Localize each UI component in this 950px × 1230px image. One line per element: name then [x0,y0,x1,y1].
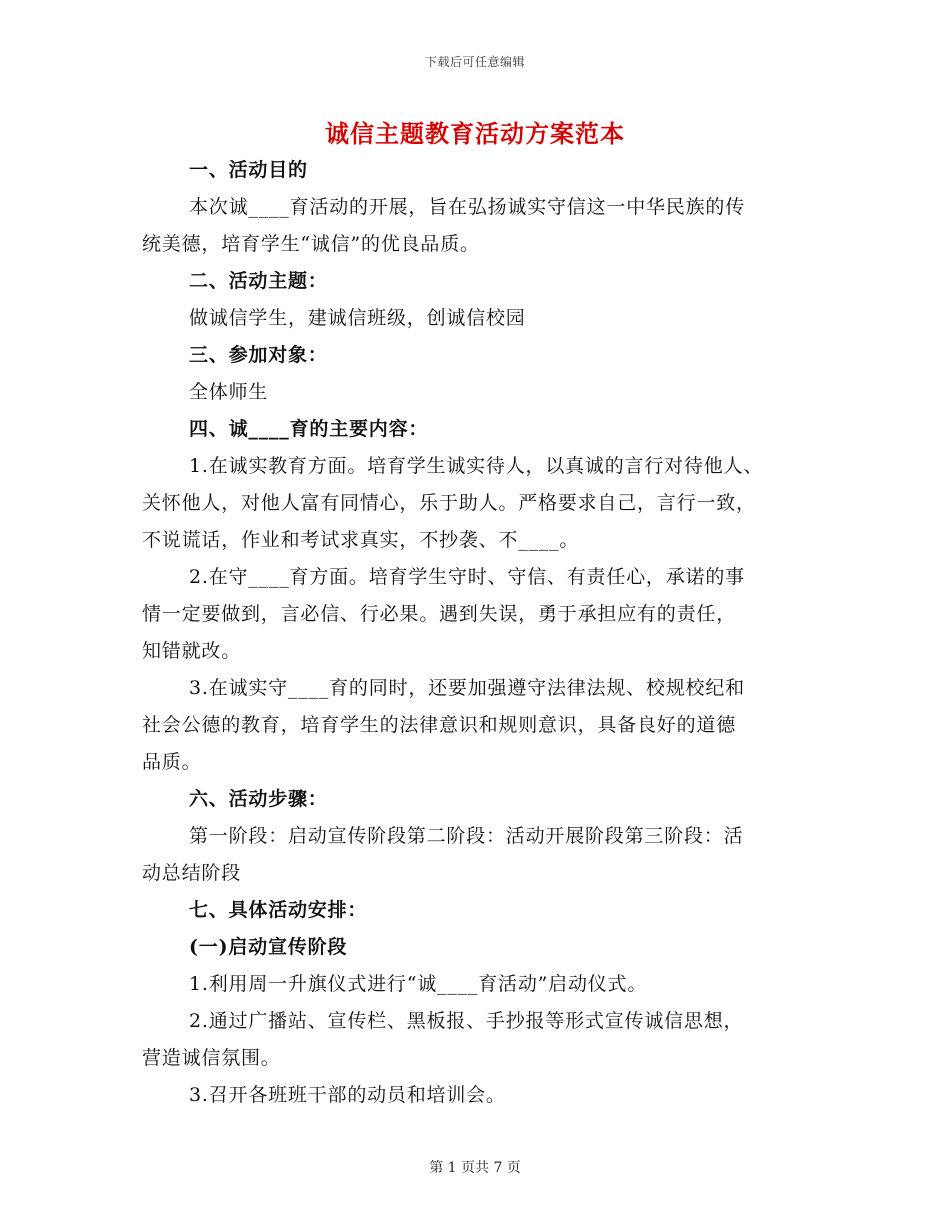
paragraph-line: 情一定要做到，言必信、行必果。遇到失误，勇于承担应有的责任， [142,603,737,625]
paragraph-line: 不说谎话，作业和考试求真实，不抄袭、不____。 [142,529,580,551]
paragraph-line: 全体师生 [189,381,269,403]
paragraph-line: 1.利用周一升旗仪式进行“诚____育活动”启动仪式。 [189,973,648,995]
paragraph-line: 2.在守____育方面。培育学生守时、守信、有责任心，承诺的事 [189,566,745,588]
document-body [142,152,808,1114]
paragraph-line: 3.在诚实守____育的同时，还要加强遵守法律法规、校规校纪和 [189,677,745,699]
paragraph-line: 品质。 [142,751,202,773]
section-heading-purpose: 一、活动目的 [189,159,308,181]
paragraph-line: 3.召开各班班干部的动员和培训会。 [189,1084,506,1106]
header-note: 下载后可任意编辑 [424,55,525,69]
paragraph-line: 社会公德的教育，培育学生的法律意识和规则意识，具备良好的道德 [142,714,737,736]
section-heading-content: 四、诚____育的主要内容： [189,418,429,440]
paragraph-line: 本次诚____育活动的开展，旨在弘扬诚实守信这一中华民族的传 [189,196,746,218]
paragraph-line: 营造诚信氛围。 [142,1047,281,1069]
section-heading-theme: 二、活动主题： [189,270,328,292]
section-heading-participants: 三、参加对象： [189,344,328,366]
document-title: 诚信主题教育活动方案范本 [325,119,625,148]
paragraph-line: 2.通过广播站、宣传栏、黑板报、手抄报等形式宣传诚信思想， [189,1010,744,1032]
page-number: 第 1 页共 7 页 [429,1160,521,1176]
subsection-heading-launch: (一)启动宣传阶段 [189,936,348,958]
paragraph-line: 1.在诚实教育方面。培育学生诚实待人，以真诚的言行对待他人、 [189,455,764,477]
section-heading-arrangement: 七、具体活动安排： [189,899,368,921]
paragraph-line: 动总结阶段 [142,862,242,884]
paragraph-line: 第一阶段：启动宣传阶段第二阶段：活动开展阶段第三阶段：活 [189,825,744,847]
paragraph-line: 知错就改。 [142,640,242,662]
paragraph-line: 关怀他人，对他人富有同情心，乐于助人。严格要求自己，言行一致， [142,492,756,514]
paragraph-line: 做诚信学生，建诚信班级，创诚信校园 [189,307,526,329]
section-heading-steps: 六、活动步骤： [189,788,328,810]
paragraph-line: 统美德，培育学生“诚信”的优良品质。 [142,233,480,255]
